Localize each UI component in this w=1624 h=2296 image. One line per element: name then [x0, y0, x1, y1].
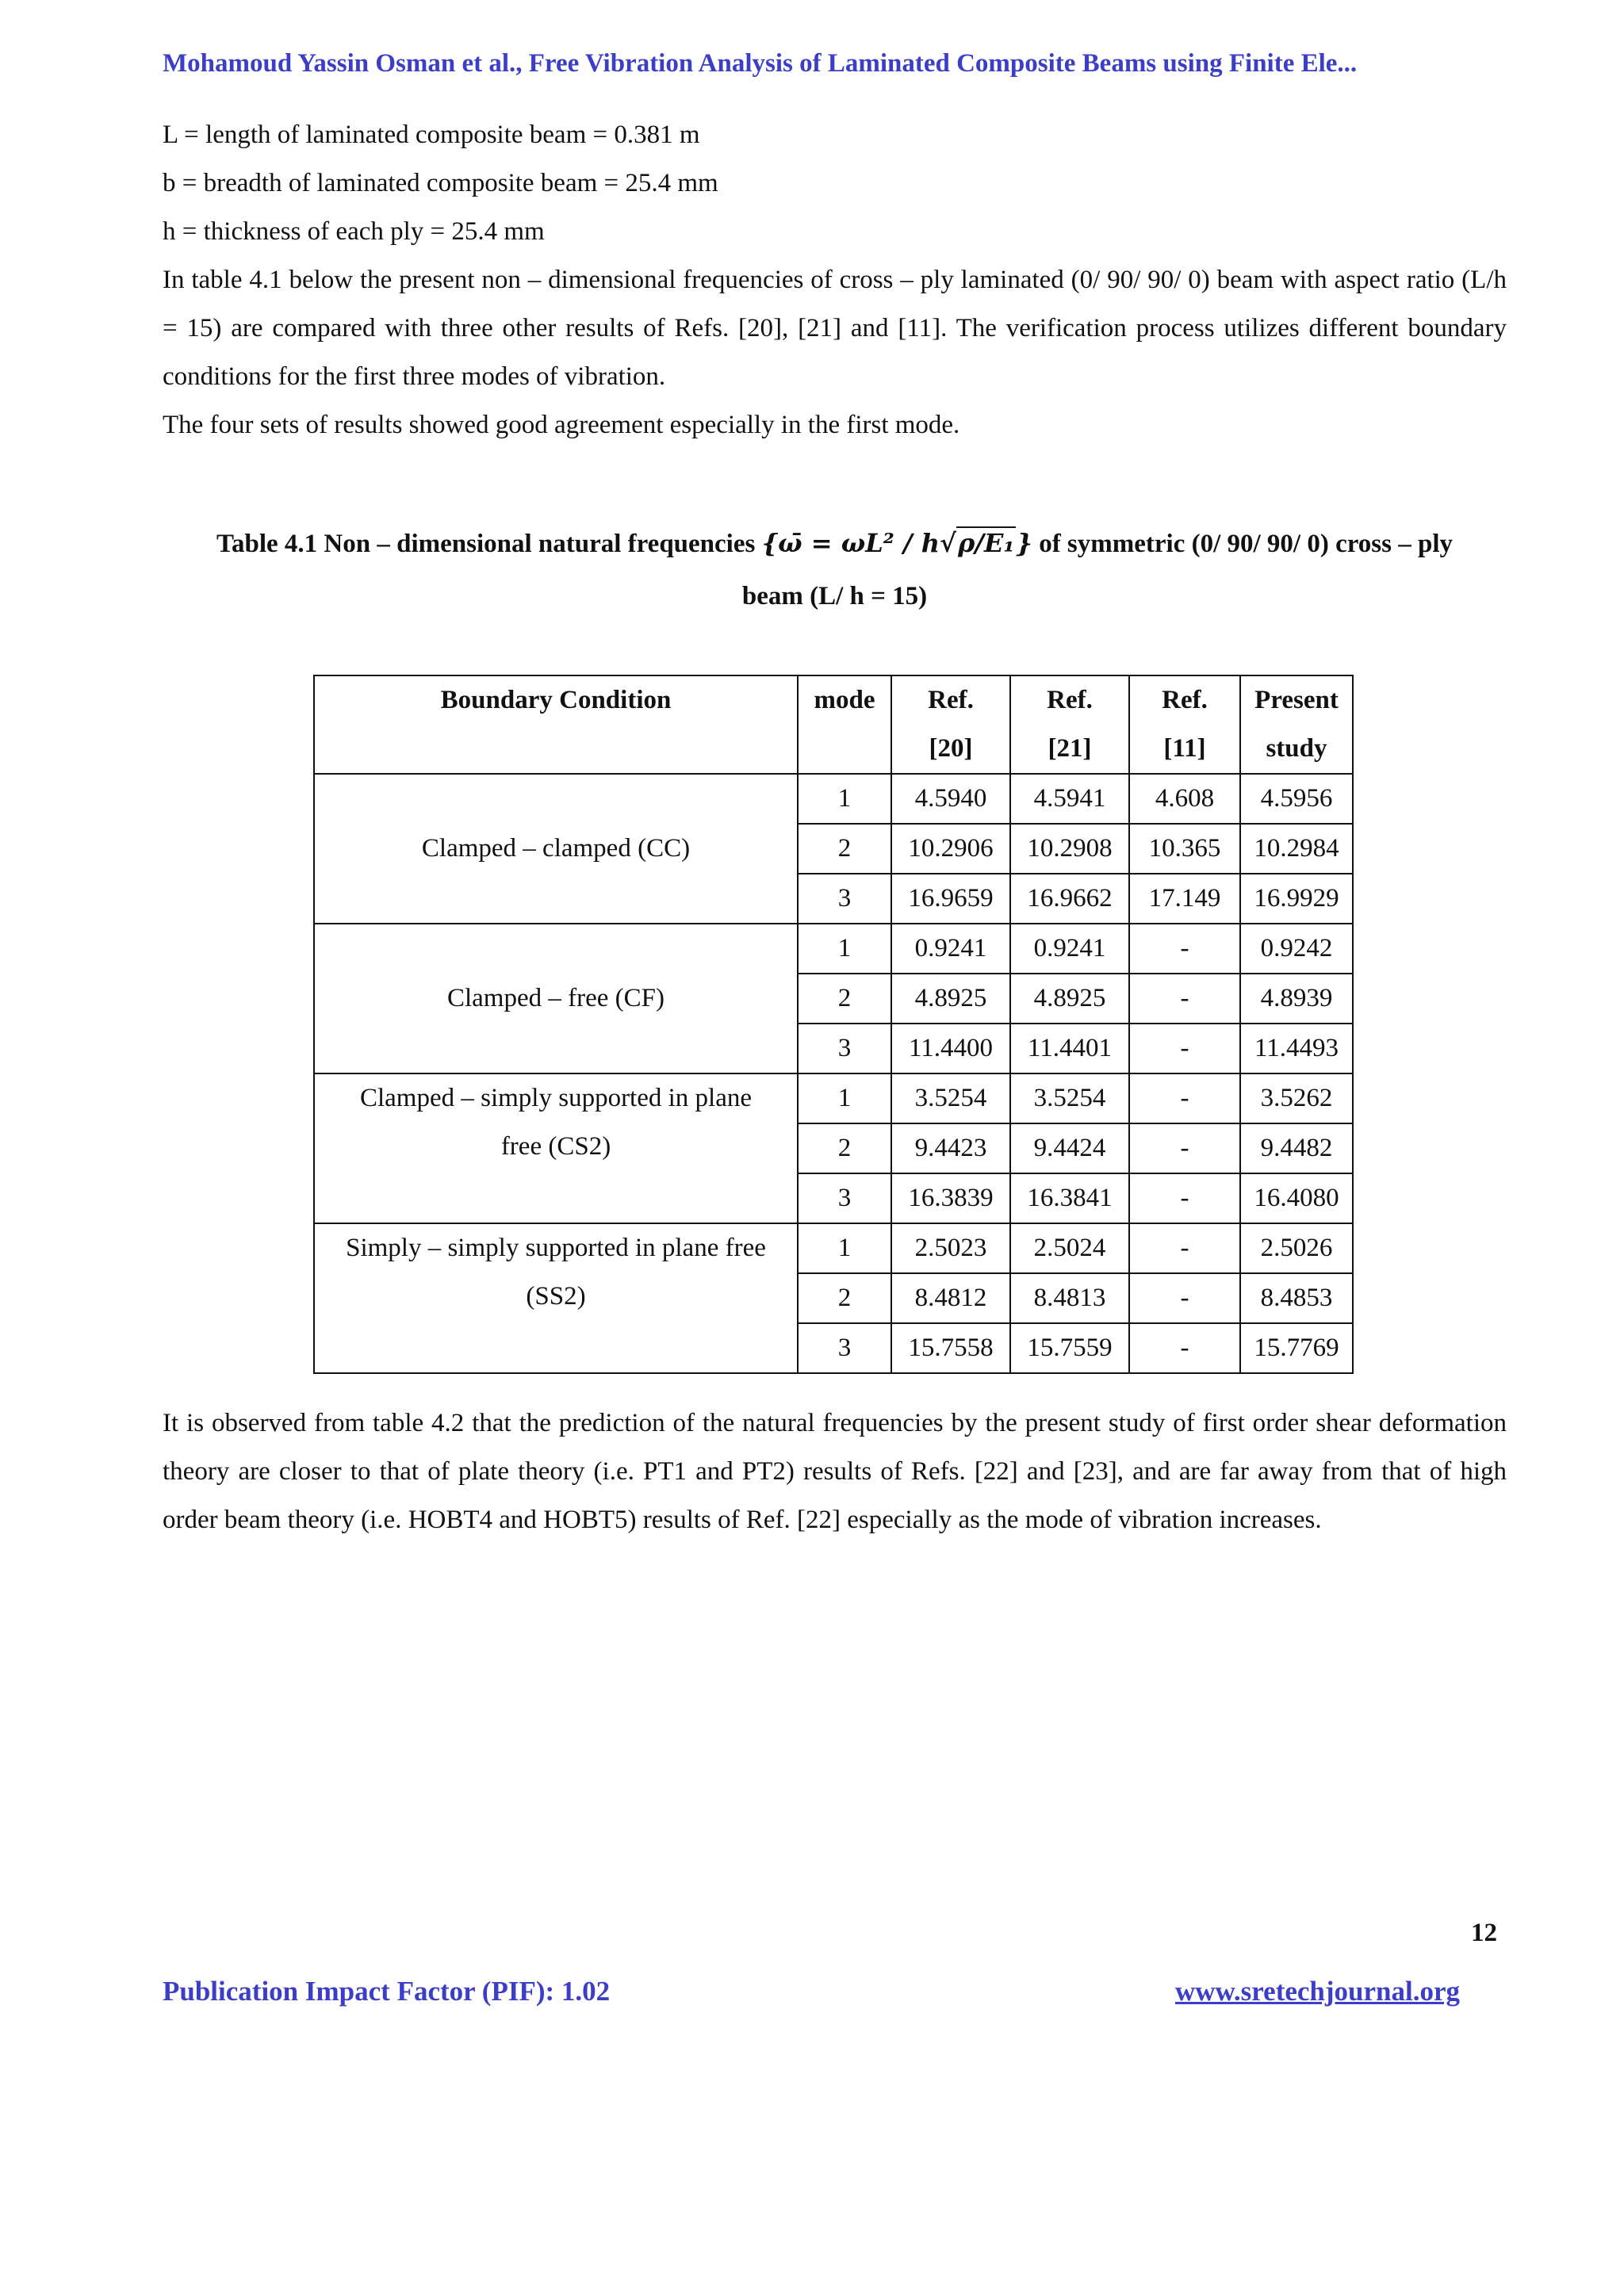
- table-body: [314, 774, 1353, 1373]
- mode-cell: 3: [798, 1024, 891, 1073]
- boundary-condition-label: Clamped – simply supported in plane: [359, 1084, 753, 1112]
- ref11-cell: -: [1129, 1123, 1240, 1173]
- ref11-cell: -: [1129, 1223, 1240, 1273]
- present-cell: 0.9242: [1240, 924, 1353, 974]
- present-cell: 8.4853: [1240, 1273, 1353, 1323]
- present-cell: 16.9929: [1240, 874, 1353, 924]
- ref11-cell: -: [1129, 1024, 1240, 1073]
- impact-factor: Publication Impact Factor (PIF): 1.02: [163, 1976, 611, 2007]
- ref20-cell: 11.4400: [891, 1024, 1010, 1073]
- ref11-cell: -: [1129, 1273, 1240, 1323]
- ref11-cell: -: [1129, 974, 1240, 1024]
- ref20-cell: 3.5254: [891, 1073, 1010, 1123]
- table-row: [314, 774, 1353, 824]
- ref11-cell: 10.365: [1129, 824, 1240, 874]
- present-cell: 2.5026: [1240, 1223, 1353, 1273]
- ref21-cell: 3.5254: [1010, 1073, 1129, 1123]
- mode-cell: 1: [798, 1073, 891, 1123]
- mode-cell: 3: [798, 1323, 891, 1373]
- mode-cell: 3: [798, 1173, 891, 1223]
- ref21-cell: 11.4401: [1010, 1024, 1129, 1073]
- boundary-condition-label: Simply – simply supported in plane free: [346, 1234, 766, 1262]
- agreement-sentence: The four sets of results showed good agreement especially in the first mode.: [163, 411, 960, 439]
- header-ref21-line1: Ref.: [1010, 675, 1129, 725]
- mode-cell: 2: [798, 1123, 891, 1173]
- header-row-1: [314, 675, 1353, 725]
- intro-text: [163, 111, 1507, 450]
- caption-line-2: beam (L/ h = 15): [741, 582, 928, 610]
- present-cell: 4.5956: [1240, 774, 1353, 824]
- breadth-definition: b = breadth of laminated composite beam = 25.4 mm: [163, 169, 718, 197]
- caption-line-1: [163, 517, 1507, 570]
- frequency-table: [313, 675, 1354, 1374]
- table-row: [314, 1223, 1353, 1273]
- table-row: [314, 924, 1353, 974]
- ref11-cell: -: [1129, 924, 1240, 974]
- boundary-condition-cell: [314, 774, 798, 924]
- mode-cell: 1: [798, 924, 891, 974]
- boundary-condition-label: Clamped – clamped (CC): [421, 834, 691, 863]
- journal-website-link[interactable]: www.sretechjournal.org: [1175, 1976, 1461, 2007]
- mode-cell: 3: [798, 874, 891, 924]
- ref21-cell: 16.9662: [1010, 874, 1129, 924]
- present-cell: 9.4482: [1240, 1123, 1353, 1173]
- present-cell: 4.8939: [1240, 974, 1353, 1024]
- header-present-line2: study: [1240, 725, 1353, 774]
- present-cell: 15.7769: [1240, 1323, 1353, 1373]
- ref11-cell: -: [1129, 1323, 1240, 1373]
- formula-open: {ω̄ = ωL² / h: [761, 528, 940, 558]
- ref20-cell: 16.9659: [891, 874, 1010, 924]
- length-definition: L = length of laminated composite beam = 0.381 m: [163, 121, 700, 149]
- present-cell: 11.4493: [1240, 1024, 1353, 1073]
- caption-suffix: of symmetric (0/ 90/ 90/ 0) cross – ply: [1039, 530, 1453, 558]
- header-present-line1: Present: [1240, 675, 1353, 725]
- boundary-condition-cell: [314, 924, 798, 1073]
- ref21-cell: 4.8925: [1010, 974, 1129, 1024]
- ref20-cell: 4.8925: [891, 974, 1010, 1024]
- ref21-cell: 16.3841: [1010, 1173, 1129, 1223]
- mode-cell: 1: [798, 774, 891, 824]
- formula-sqrt: ρ/E₁: [957, 528, 1015, 558]
- ref21-cell: 15.7559: [1010, 1323, 1129, 1373]
- ref20-cell: 2.5023: [891, 1223, 1010, 1273]
- thickness-definition: h = thickness of each ply = 25.4 mm: [163, 217, 545, 246]
- header-boundary-condition: Boundary Condition: [314, 675, 798, 774]
- header-ref11-line2: [11]: [1129, 725, 1240, 774]
- table-row: [314, 1073, 1353, 1123]
- present-cell: 10.2984: [1240, 824, 1353, 874]
- ref20-cell: 15.7558: [891, 1323, 1010, 1373]
- ref21-cell: 10.2908: [1010, 824, 1129, 874]
- table-caption: [163, 517, 1507, 622]
- mode-cell: 1: [798, 1223, 891, 1273]
- boundary-condition-cell: [314, 1223, 798, 1373]
- ref20-cell: 10.2906: [891, 824, 1010, 874]
- ref21-cell: 2.5024: [1010, 1223, 1129, 1273]
- formula-close: }: [1016, 528, 1032, 558]
- discussion-text: It is observed from table 4.2 that the prediction of the natural frequencies by the present study of first order shear deformation theory are closer to that of plate theory (i.e. PT1 and PT2) results of Refs. [22] and [23], and are far away from that of high order beam theory (i.e. HOBT4 and HOBT5) results of Ref. [22] especially as the mode of vibration increases.: [163, 1409, 1507, 1534]
- ref21-cell: 8.4813: [1010, 1273, 1129, 1323]
- header-mode: mode: [798, 675, 891, 774]
- ref21-cell: 4.5941: [1010, 774, 1129, 824]
- boundary-condition-label-cont: free (CS2): [500, 1132, 611, 1161]
- ref20-cell: 4.5940: [891, 774, 1010, 824]
- boundary-condition-cell: [314, 1073, 798, 1223]
- header-ref21-line2: [21]: [1010, 725, 1129, 774]
- header-ref20-line1: Ref.: [891, 675, 1010, 725]
- mode-cell: 2: [798, 1273, 891, 1323]
- ref20-cell: 16.3839: [891, 1173, 1010, 1223]
- header-ref20-line2: [20]: [891, 725, 1010, 774]
- header-ref11-line1: Ref.: [1129, 675, 1240, 725]
- boundary-condition-label: Clamped – free (CF): [446, 984, 665, 1012]
- running-header: Mohamoud Yassin Osman et al., Free Vibration Analysis of Laminated Composite Beams using Finite Ele...: [163, 49, 1358, 78]
- comparison-paragraph: In table 4.1 below the present non – dimensional frequencies of cross – ply laminated (0/ 90/ 90/ 0) beam with aspect ratio (L/h = 15) are compared with three other results of Refs. [20], [21] and [11]. The verification process utilizes different boundary conditions for the first three modes of vibration.: [163, 266, 1507, 391]
- ref11-cell: 17.149: [1129, 874, 1240, 924]
- ref21-cell: 0.9241: [1010, 924, 1129, 974]
- ref20-cell: 0.9241: [891, 924, 1010, 974]
- discussion-paragraph: [163, 1399, 1507, 1544]
- ref11-cell: -: [1129, 1073, 1240, 1123]
- present-cell: 16.4080: [1240, 1173, 1353, 1223]
- mode-cell: 2: [798, 974, 891, 1024]
- ref20-cell: 9.4423: [891, 1123, 1010, 1173]
- ref20-cell: 8.4812: [891, 1273, 1010, 1323]
- frequency-formula: {ω̄ = ωL² / h√ρ/E₁}: [761, 528, 1032, 558]
- page-number: 12: [1471, 1919, 1497, 1947]
- table-header: [314, 675, 1353, 774]
- ref11-cell: -: [1129, 1173, 1240, 1223]
- mode-cell: 2: [798, 824, 891, 874]
- present-cell: 3.5262: [1240, 1073, 1353, 1123]
- ref21-cell: 9.4424: [1010, 1123, 1129, 1173]
- caption-prefix: Table 4.1 Non – dimensional natural frequencies: [216, 530, 756, 558]
- ref11-cell: 4.608: [1129, 774, 1240, 824]
- boundary-condition-label-cont: (SS2): [526, 1282, 586, 1311]
